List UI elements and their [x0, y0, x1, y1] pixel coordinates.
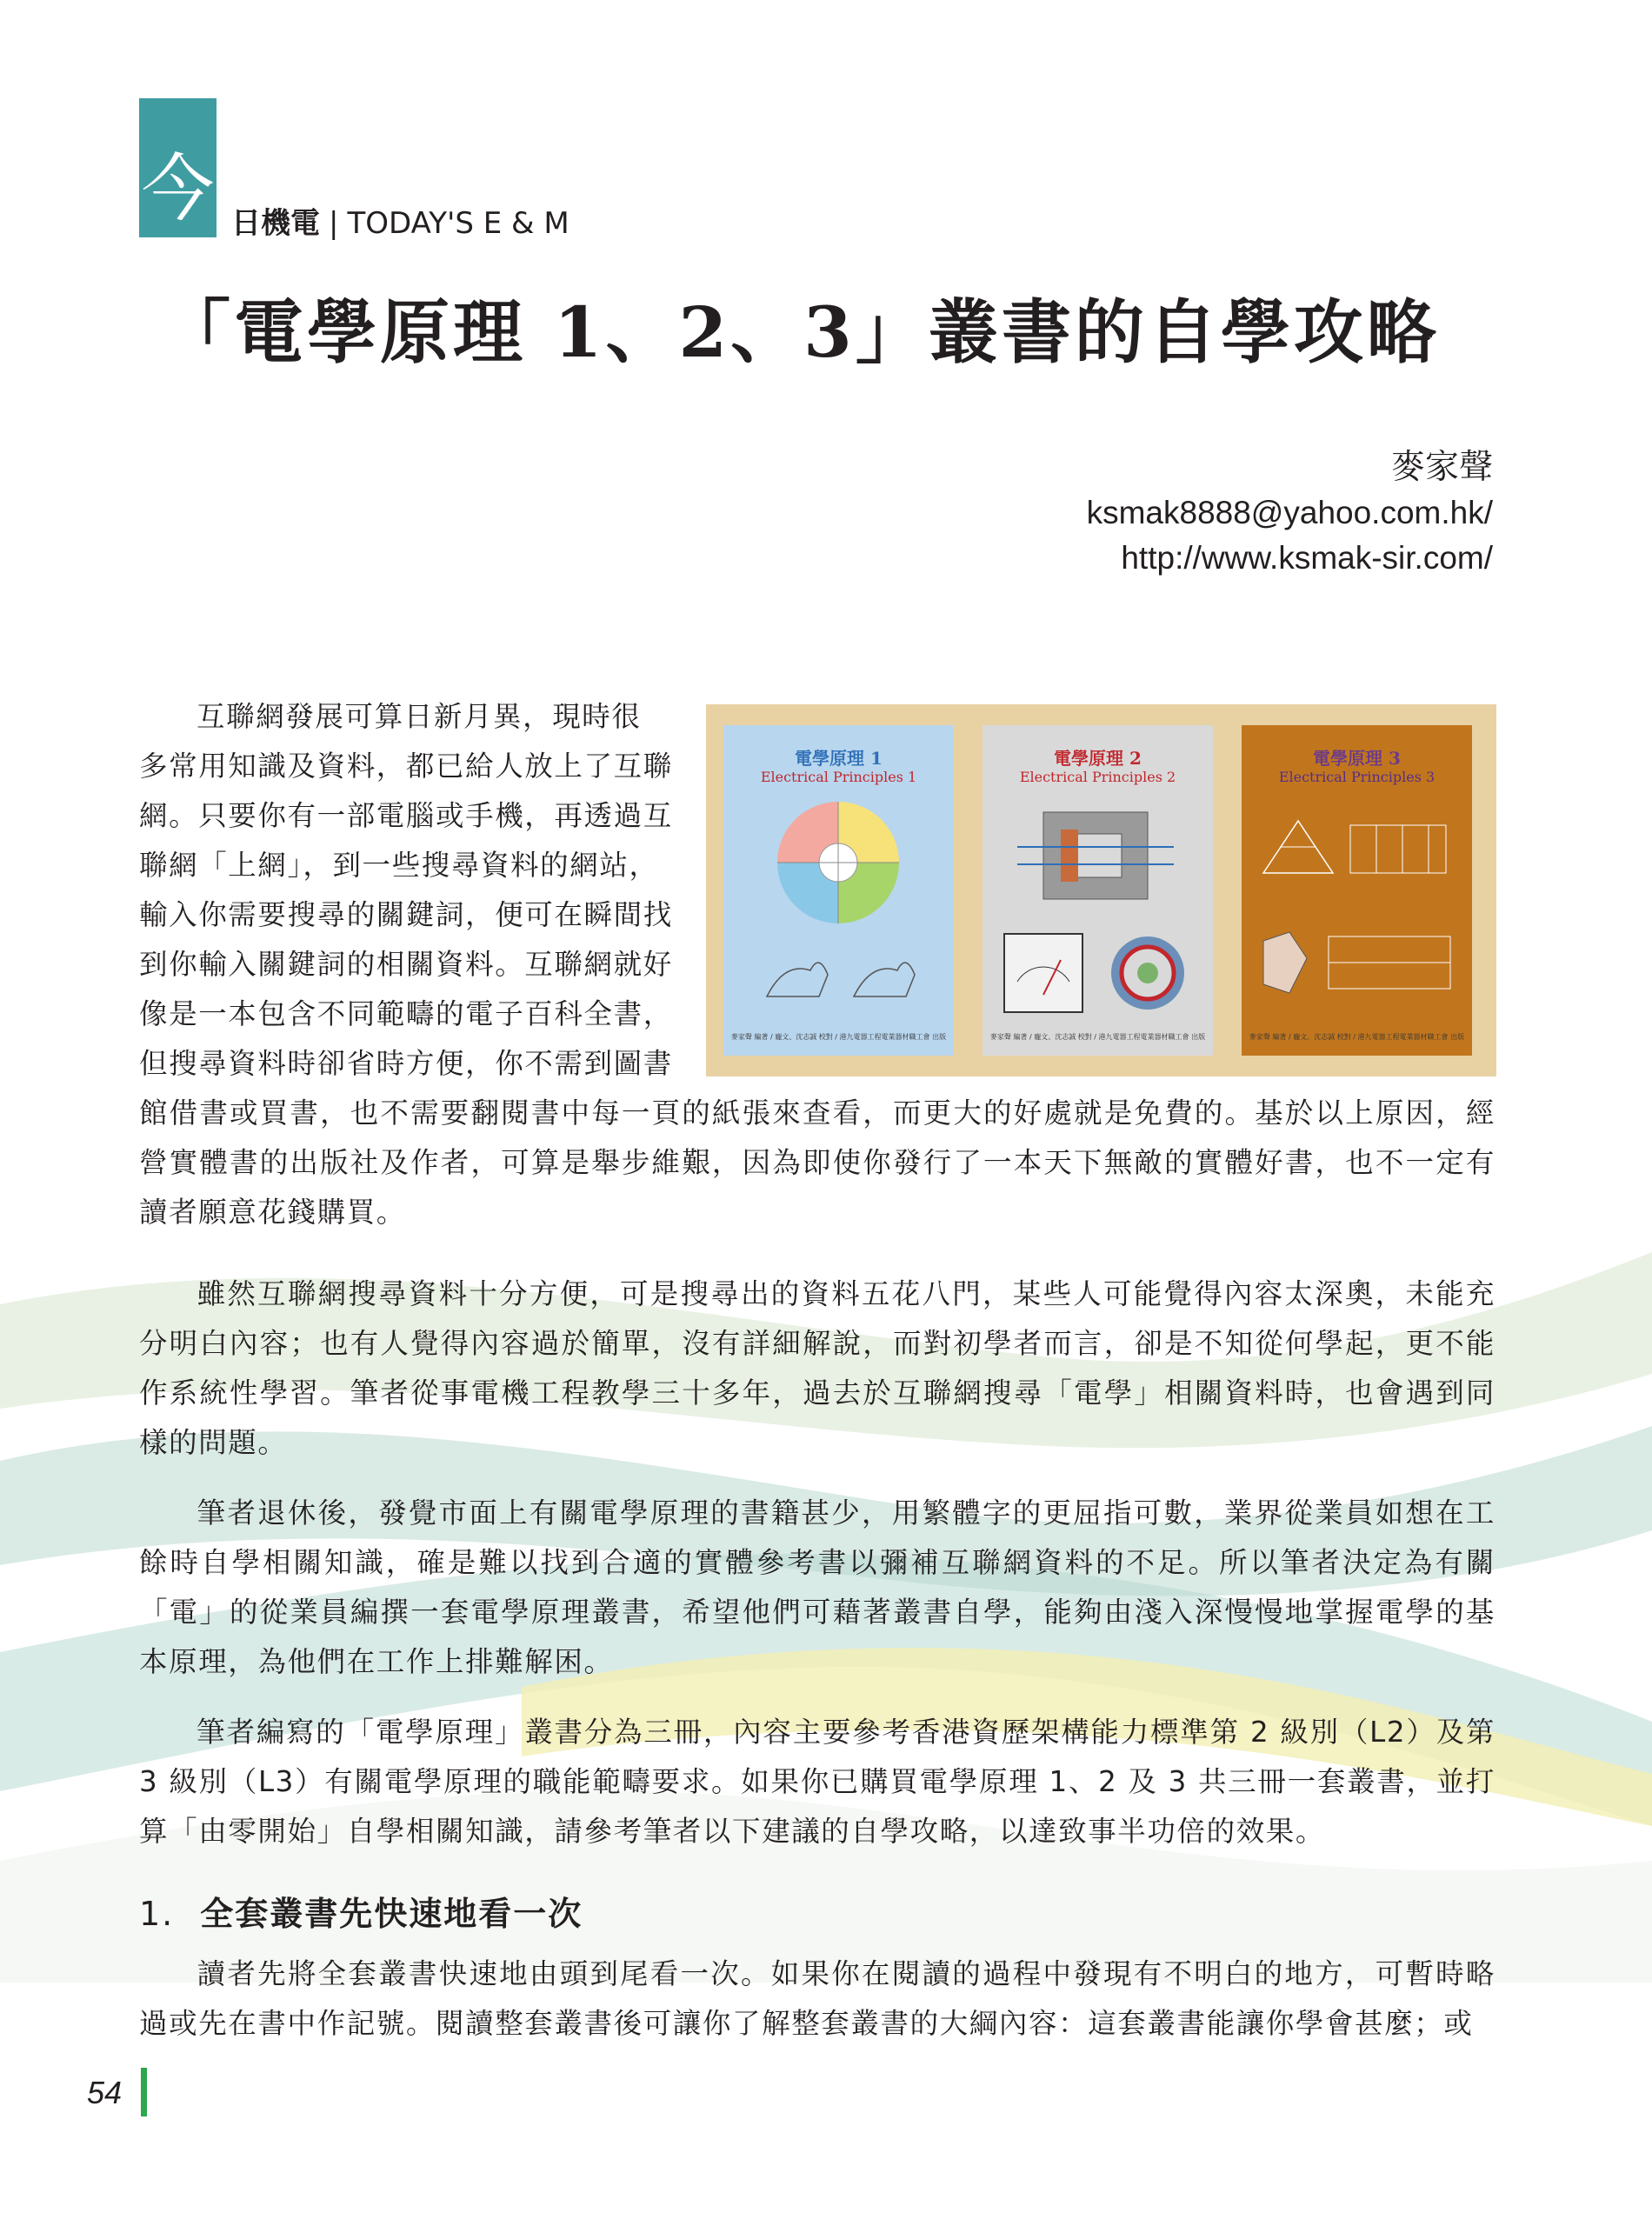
p1-line: 互聯網發展可算日新月異，現時很	[197, 700, 642, 733]
paragraph-1-intro	[139, 692, 687, 1089]
section-name-en: TODAY'S E & M	[347, 206, 570, 241]
transformer-circuit-illustration	[1255, 923, 1459, 1002]
p1-line: 到你輸入關鍵詞的相關資料。互聯網就好	[139, 948, 673, 981]
p1-line: 像是一本包含不同範疇的電子百科全書，	[139, 997, 673, 1030]
paragraph-2-text: 雖然互聯網搜尋資料十分方便，可是搜尋出的資料五花八門，某些人可能覺得內容太深奧，未能充分明白內容；也有人覺得內容過於簡單，沒有詳細解說，而對初學者而言，卻是不知從何學起，更不能作系統性學習。筆者從事電機工程教學三十多年，過去於互聯網搜尋「電學」相關資料時，也會遇到同樣的問題。	[139, 1277, 1495, 1459]
book-cover-2	[983, 725, 1213, 1056]
section-name-zh: 日機電	[231, 206, 320, 241]
paragraph-2	[139, 1270, 1495, 1468]
paragraph-5	[139, 1949, 1495, 2049]
p1-line: 聯網「上網」，到一些搜尋資料的網站，	[139, 849, 659, 882]
book-credit: 麥家聲 編著 / 龐文、沈志誠 校對 / 港九電器工程電業器材職工會 出版	[989, 1033, 1206, 1041]
book-title-en: Electrical Principles 3	[1278, 769, 1436, 785]
book-title-en: Electrical Principles 1	[760, 769, 917, 785]
page-number: 54	[87, 2075, 123, 2110]
magnetic-core-illustration	[1017, 803, 1174, 908]
footer-accent-bar	[141, 2068, 147, 2116]
meter-and-motor-illustration	[1000, 930, 1196, 1016]
section-1-heading	[139, 1887, 583, 1935]
p1-line: 輸入你需要搜尋的關鍵詞，便可在瞬間找	[139, 898, 673, 931]
paragraph-4	[139, 1708, 1495, 1856]
section-number: 1.	[139, 1895, 175, 1933]
p1-line: 但搜尋資料時卻省時方便，你不需到圖書	[139, 1047, 673, 1080]
paragraph-5-text: 讀者先將全套叢書快速地由頭到尾看一次。如果你在閱讀的過程中發現有不明白的地方，可暫時略過或先在書中作記號。閱讀整套叢書後可讓你了解整套叢書的大綱內容：這套叢書能讓你學會甚麼；或	[139, 1957, 1495, 2040]
book-cover-3	[1242, 725, 1472, 1056]
paragraph-3	[139, 1489, 1495, 1687]
p1-line: 多常用知識及資料，都已給人放上了互聯	[139, 750, 673, 783]
magazine-logo	[139, 98, 216, 237]
book-credit: 麥家聲 編著 / 龐文、沈志誠 校對 / 港九電器工程電業器材職工會 出版	[730, 1033, 947, 1041]
book-title-zh: 電學原理 3	[1313, 748, 1401, 769]
book-title-zh: 電學原理 1	[795, 748, 883, 769]
paragraph-3-text: 筆者退休後，發覺市面上有關電學原理的書籍甚少，用繁體字的更屈指可數，業界從業員如想在工餘時自學相關知識，確是難以找到合適的實體參考書以彌補互聯網資料的不足。所以筆者決定為有關「電」的從業員編撰一套電學原理叢書，希望他們可藉著叢書自學，能夠由淺入深慢慢地掌握電學的基本原理，為他們在工作上排難解困。	[139, 1496, 1495, 1678]
three-phase-circuit-illustration	[1255, 812, 1459, 890]
paragraph-4-text: 筆者編寫的「電學原理」叢書分為三冊，內容主要參考香港資歷架構能力標準第 2 級別（L2）及第 3 級別（L3）有關電學原理的職能範疇要求。如果你已購買電學原理 1、2 及 3 共三冊一套叢書，並打算「由零開始」自學相關知識，請參考筆者以下建議的自學攻略，以達致事半功倍的效果。	[139, 1716, 1495, 1848]
section-header	[231, 199, 570, 242]
article-title: 「電學原理 1、2、3」叢書的自學攻略	[161, 291, 1440, 373]
p1-line: 網。只要你有一部電腦或手機，再透過互	[139, 799, 673, 832]
paragraph-1-continued: 館借書或買書，也不需要翻閱書中每一頁的紙張來查看，而更大的好處就是免費的。基於以上原因，經營實體書的出版社及作者，可算是舉步維艱，因為即使你發行了一本天下無敵的實體好書，也不一定有讀者願意花錢購買。	[139, 1096, 1495, 1229]
header-separator: |	[329, 206, 339, 241]
hand-rule-illustration	[758, 944, 923, 1005]
logo-char: 今	[141, 146, 215, 231]
section-title: 全套叢書先快速地看一次	[200, 1895, 583, 1933]
author-website[interactable]: http://www.ksmak-sir.com/	[1121, 540, 1493, 576]
book-title-en: Electrical Principles 2	[1019, 769, 1176, 785]
author-email[interactable]: ksmak8888@yahoo.com.hk/	[1086, 495, 1493, 530]
book-credit: 麥家聲 編著 / 龐文、沈志誠 校對 / 港九電器工程電業器材職工會 出版	[1249, 1033, 1465, 1041]
book-covers-image	[706, 704, 1496, 1076]
book-title-zh: 電學原理 2	[1054, 748, 1142, 769]
author-name: 麥家聲	[1390, 449, 1493, 486]
formula-wheel-illustration	[777, 802, 899, 923]
author-block	[1087, 445, 1493, 581]
book-cover-1	[723, 725, 954, 1056]
